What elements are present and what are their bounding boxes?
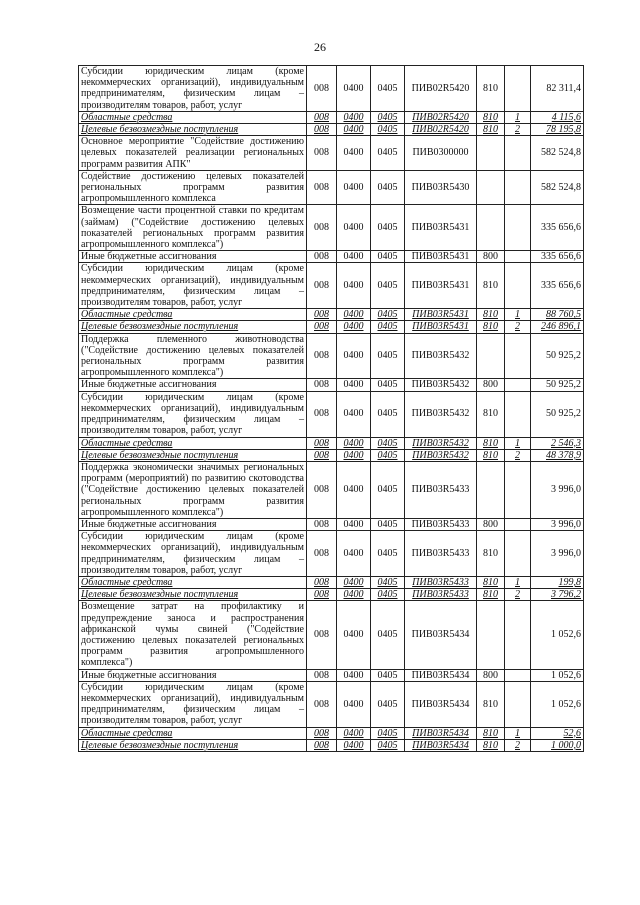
row-name-cell: Областные средства (79, 727, 307, 739)
ministry-code-cell: 008 (307, 391, 337, 437)
funding-source-cell: 2 (505, 124, 531, 136)
funding-source-cell (505, 461, 531, 518)
target-item-cell: ПИВ03R5433 (405, 589, 477, 601)
funding-source-cell (505, 333, 531, 379)
row-name-cell: Целевые безвозмездные поступления (79, 739, 307, 751)
subsection-cell: 0405 (371, 111, 405, 123)
table-row (79, 518, 584, 530)
target-item-cell: ПИВ02R5420 (405, 124, 477, 136)
amount-cell: 199,8 (531, 576, 584, 588)
amount-cell: 3 996,0 (531, 518, 584, 530)
ministry-code-cell: 008 (307, 136, 337, 171)
ministry-code-cell: 008 (307, 601, 337, 669)
amount-cell: 1 052,6 (531, 601, 584, 669)
amount-cell: 78 195,8 (531, 124, 584, 136)
funding-source-cell (505, 379, 531, 391)
expense-type-cell: 810 (477, 681, 505, 727)
amount-cell: 3 996,0 (531, 531, 584, 577)
expense-type-cell (477, 333, 505, 379)
subsection-cell: 0405 (371, 333, 405, 379)
table-body (79, 66, 584, 752)
funding-source-cell: 1 (505, 576, 531, 588)
expense-type-cell: 810 (477, 309, 505, 321)
section-cell: 0400 (337, 449, 371, 461)
expense-type-cell: 800 (477, 518, 505, 530)
funding-source-cell (505, 263, 531, 309)
subsection-cell: 0405 (371, 576, 405, 588)
funding-source-cell (505, 518, 531, 530)
ministry-code-cell: 008 (307, 111, 337, 123)
ministry-code-cell: 008 (307, 518, 337, 530)
subsection-cell: 0405 (371, 601, 405, 669)
table-row (79, 601, 584, 669)
target-item-cell: ПИВ03R5430 (405, 170, 477, 205)
row-name-cell: Поддержка экономически значимых региональных программ (мероприятий) по развитию скотоводства ("Содействие достижению целевых показателей региональных программ развития агропромышленного комплекса") (79, 461, 307, 518)
row-name-cell: Возмещение затрат на профилактику и предупреждение заноса и распространения африканской чумы свиней ("Содействие достижению целевых показателей региональных программ развития агропромышленного комплекса") (79, 601, 307, 669)
expense-type-cell: 810 (477, 589, 505, 601)
ministry-code-cell: 008 (307, 309, 337, 321)
row-name-cell: Субсидии юридическим лицам (кроме некоммерческих организаций), индивидуальным предпринимателям, физическим лицам – производителям товаров, работ, услуг (79, 263, 307, 309)
section-cell: 0400 (337, 309, 371, 321)
section-cell: 0400 (337, 379, 371, 391)
section-cell: 0400 (337, 461, 371, 518)
target-item-cell: ПИВ02R5420 (405, 111, 477, 123)
expense-type-cell (477, 136, 505, 171)
section-cell: 0400 (337, 136, 371, 171)
row-name-cell: Субсидии юридическим лицам (кроме некоммерческих организаций), индивидуальным предпринимателям, физическим лицам – производителям товаров, работ, услуг (79, 681, 307, 727)
subsection-cell: 0405 (371, 263, 405, 309)
ministry-code-cell: 008 (307, 739, 337, 751)
table-row (79, 66, 584, 112)
funding-source-cell (505, 205, 531, 251)
section-cell: 0400 (337, 601, 371, 669)
ministry-code-cell: 008 (307, 437, 337, 449)
expense-type-cell (477, 205, 505, 251)
target-item-cell: ПИВ03R5434 (405, 739, 477, 751)
target-item-cell: ПИВ03R5434 (405, 681, 477, 727)
target-item-cell: ПИВ03R5431 (405, 309, 477, 321)
subsection-cell: 0405 (371, 251, 405, 263)
row-name-cell: Основное мероприятие "Содействие достижению целевых показателей реализации региональных программ развития АПК" (79, 136, 307, 171)
amount-cell: 1 052,6 (531, 681, 584, 727)
subsection-cell: 0405 (371, 518, 405, 530)
section-cell: 0400 (337, 391, 371, 437)
row-name-cell: Областные средства (79, 576, 307, 588)
expense-type-cell: 810 (477, 449, 505, 461)
amount-cell: 1 052,6 (531, 669, 584, 681)
expense-type-cell: 810 (477, 124, 505, 136)
row-name-cell: Содействие достижению целевых показателей региональных программ развития агропромышленного комплекса (79, 170, 307, 205)
section-cell: 0400 (337, 170, 371, 205)
row-name-cell: Иные бюджетные ассигнования (79, 518, 307, 530)
section-cell: 0400 (337, 263, 371, 309)
expense-type-cell (477, 170, 505, 205)
target-item-cell: ПИВ03R5433 (405, 461, 477, 518)
funding-source-cell: 2 (505, 321, 531, 333)
row-name-cell: Областные средства (79, 111, 307, 123)
subsection-cell: 0405 (371, 461, 405, 518)
section-cell: 0400 (337, 321, 371, 333)
target-item-cell: ПИВ03R5431 (405, 205, 477, 251)
table-row (79, 576, 584, 588)
row-name-cell: Целевые безвозмездные поступления (79, 321, 307, 333)
funding-source-cell (505, 601, 531, 669)
amount-cell: 2 546,3 (531, 437, 584, 449)
target-item-cell: ПИВ03R5431 (405, 321, 477, 333)
row-name-cell: Целевые безвозмездные поступления (79, 589, 307, 601)
expense-type-cell: 810 (477, 739, 505, 751)
amount-cell: 246 896,1 (531, 321, 584, 333)
subsection-cell: 0405 (371, 437, 405, 449)
subsection-cell: 0405 (371, 739, 405, 751)
table-row (79, 681, 584, 727)
subsection-cell: 0405 (371, 391, 405, 437)
amount-cell: 582 524,8 (531, 136, 584, 171)
ministry-code-cell: 008 (307, 379, 337, 391)
expense-type-cell: 810 (477, 437, 505, 449)
funding-source-cell: 2 (505, 589, 531, 601)
subsection-cell: 0405 (371, 205, 405, 251)
target-item-cell: ПИВ03R5434 (405, 727, 477, 739)
ministry-code-cell: 008 (307, 576, 337, 588)
funding-source-cell (505, 136, 531, 171)
target-item-cell: ПИВ03R5432 (405, 391, 477, 437)
target-item-cell: ПИВ03R5432 (405, 449, 477, 461)
funding-source-cell (505, 251, 531, 263)
table-row (79, 437, 584, 449)
table-row (79, 205, 584, 251)
table-row (79, 309, 584, 321)
amount-cell: 48 378,9 (531, 449, 584, 461)
target-item-cell: ПИВ03R5433 (405, 518, 477, 530)
target-item-cell: ПИВ0300000 (405, 136, 477, 171)
subsection-cell: 0405 (371, 669, 405, 681)
ministry-code-cell: 008 (307, 589, 337, 601)
expense-type-cell (477, 461, 505, 518)
table-row (79, 449, 584, 461)
target-item-cell: ПИВ03R5434 (405, 601, 477, 669)
table-row (79, 739, 584, 751)
ministry-code-cell: 008 (307, 669, 337, 681)
expense-type-cell: 810 (477, 391, 505, 437)
section-cell: 0400 (337, 66, 371, 112)
row-name-cell: Субсидии юридическим лицам (кроме некоммерческих организаций), индивидуальным предпринимателям, физическим лицам – производителям товаров, работ, услуг (79, 66, 307, 112)
target-item-cell: ПИВ03R5433 (405, 531, 477, 577)
funding-source-cell: 2 (505, 449, 531, 461)
target-item-cell: ПИВ03R5431 (405, 251, 477, 263)
target-item-cell: ПИВ03R5431 (405, 263, 477, 309)
amount-cell: 50 925,2 (531, 391, 584, 437)
funding-source-cell: 1 (505, 111, 531, 123)
funding-source-cell (505, 531, 531, 577)
target-item-cell: ПИВ03R5433 (405, 576, 477, 588)
expense-type-cell: 800 (477, 669, 505, 681)
amount-cell: 335 656,6 (531, 263, 584, 309)
ministry-code-cell: 008 (307, 66, 337, 112)
table-row (79, 321, 584, 333)
section-cell: 0400 (337, 205, 371, 251)
target-item-cell: ПИВ03R5434 (405, 669, 477, 681)
table-row (79, 170, 584, 205)
section-cell: 0400 (337, 576, 371, 588)
funding-source-cell (505, 66, 531, 112)
target-item-cell: ПИВ03R5432 (405, 379, 477, 391)
budget-table (78, 65, 584, 752)
table-row (79, 669, 584, 681)
ministry-code-cell: 008 (307, 251, 337, 263)
table-row (79, 136, 584, 171)
amount-cell: 3 796,2 (531, 589, 584, 601)
expense-type-cell: 800 (477, 251, 505, 263)
expense-type-cell (477, 601, 505, 669)
amount-cell: 52,6 (531, 727, 584, 739)
section-cell: 0400 (337, 333, 371, 379)
target-item-cell: ПИВ03R5432 (405, 437, 477, 449)
ministry-code-cell: 008 (307, 205, 337, 251)
section-cell: 0400 (337, 681, 371, 727)
target-item-cell: ПИВ02R5420 (405, 66, 477, 112)
expense-type-cell: 810 (477, 576, 505, 588)
table-row (79, 727, 584, 739)
amount-cell: 3 996,0 (531, 461, 584, 518)
expense-type-cell: 810 (477, 727, 505, 739)
section-cell: 0400 (337, 727, 371, 739)
ministry-code-cell: 008 (307, 449, 337, 461)
ministry-code-cell: 008 (307, 333, 337, 379)
funding-source-cell: 2 (505, 739, 531, 751)
funding-source-cell: 1 (505, 309, 531, 321)
expense-type-cell: 800 (477, 379, 505, 391)
row-name-cell: Целевые безвозмездные поступления (79, 449, 307, 461)
row-name-cell: Иные бюджетные ассигнования (79, 669, 307, 681)
subsection-cell: 0405 (371, 309, 405, 321)
target-item-cell: ПИВ03R5432 (405, 333, 477, 379)
table-row (79, 531, 584, 577)
funding-source-cell (505, 170, 531, 205)
row-name-cell: Областные средства (79, 437, 307, 449)
ministry-code-cell: 008 (307, 321, 337, 333)
subsection-cell: 0405 (371, 321, 405, 333)
section-cell: 0400 (337, 531, 371, 577)
funding-source-cell: 1 (505, 727, 531, 739)
row-name-cell: Целевые безвозмездные поступления (79, 124, 307, 136)
ministry-code-cell: 008 (307, 170, 337, 205)
amount-cell: 4 115,6 (531, 111, 584, 123)
section-cell: 0400 (337, 124, 371, 136)
subsection-cell: 0405 (371, 727, 405, 739)
ministry-code-cell: 008 (307, 531, 337, 577)
ministry-code-cell: 008 (307, 461, 337, 518)
section-cell: 0400 (337, 739, 371, 751)
row-name-cell: Иные бюджетные ассигнования (79, 251, 307, 263)
table-row (79, 391, 584, 437)
section-cell: 0400 (337, 437, 371, 449)
subsection-cell: 0405 (371, 136, 405, 171)
amount-cell: 50 925,2 (531, 379, 584, 391)
table-row (79, 263, 584, 309)
section-cell: 0400 (337, 518, 371, 530)
table-row (79, 333, 584, 379)
funding-source-cell (505, 391, 531, 437)
funding-source-cell (505, 669, 531, 681)
subsection-cell: 0405 (371, 589, 405, 601)
funding-source-cell: 1 (505, 437, 531, 449)
ministry-code-cell: 008 (307, 727, 337, 739)
amount-cell: 50 925,2 (531, 333, 584, 379)
section-cell: 0400 (337, 111, 371, 123)
expense-type-cell: 810 (477, 531, 505, 577)
table-row (79, 589, 584, 601)
expense-type-cell: 810 (477, 66, 505, 112)
row-name-cell: Возмещение части процентной ставки по кредитам (займам) ("Содействие достижению целевых показателей региональных программ развития агропромышленного комплекса") (79, 205, 307, 251)
subsection-cell: 0405 (371, 531, 405, 577)
ministry-code-cell: 008 (307, 263, 337, 309)
table-row (79, 379, 584, 391)
section-cell: 0400 (337, 589, 371, 601)
expense-type-cell: 810 (477, 111, 505, 123)
ministry-code-cell: 008 (307, 124, 337, 136)
funding-source-cell (505, 681, 531, 727)
table-row (79, 111, 584, 123)
amount-cell: 335 656,6 (531, 205, 584, 251)
amount-cell: 88 760,5 (531, 309, 584, 321)
amount-cell: 335 656,6 (531, 251, 584, 263)
section-cell: 0400 (337, 669, 371, 681)
table-row (79, 251, 584, 263)
table-row (79, 461, 584, 518)
row-name-cell: Поддержка племенного животноводства ("Содействие достижению целевых показателей региональных программ развития агропромышленного комплекса") (79, 333, 307, 379)
amount-cell: 582 524,8 (531, 170, 584, 205)
row-name-cell: Областные средства (79, 309, 307, 321)
expense-type-cell: 810 (477, 321, 505, 333)
subsection-cell: 0405 (371, 681, 405, 727)
subsection-cell: 0405 (371, 124, 405, 136)
amount-cell: 1 000,0 (531, 739, 584, 751)
row-name-cell: Субсидии юридическим лицам (кроме некоммерческих организаций), индивидуальным предпринимателям, физическим лицам – производителям товаров, работ, услуг (79, 391, 307, 437)
subsection-cell: 0405 (371, 449, 405, 461)
subsection-cell: 0405 (371, 66, 405, 112)
page-number: 26 (314, 40, 326, 54)
table-row (79, 124, 584, 136)
ministry-code-cell: 008 (307, 681, 337, 727)
subsection-cell: 0405 (371, 379, 405, 391)
row-name-cell: Субсидии юридическим лицам (кроме некоммерческих организаций), индивидуальным предпринимателям, физическим лицам – производителям товаров, работ, услуг (79, 531, 307, 577)
expense-type-cell: 810 (477, 263, 505, 309)
amount-cell: 82 311,4 (531, 66, 584, 112)
subsection-cell: 0405 (371, 170, 405, 205)
section-cell: 0400 (337, 251, 371, 263)
row-name-cell: Иные бюджетные ассигнования (79, 379, 307, 391)
